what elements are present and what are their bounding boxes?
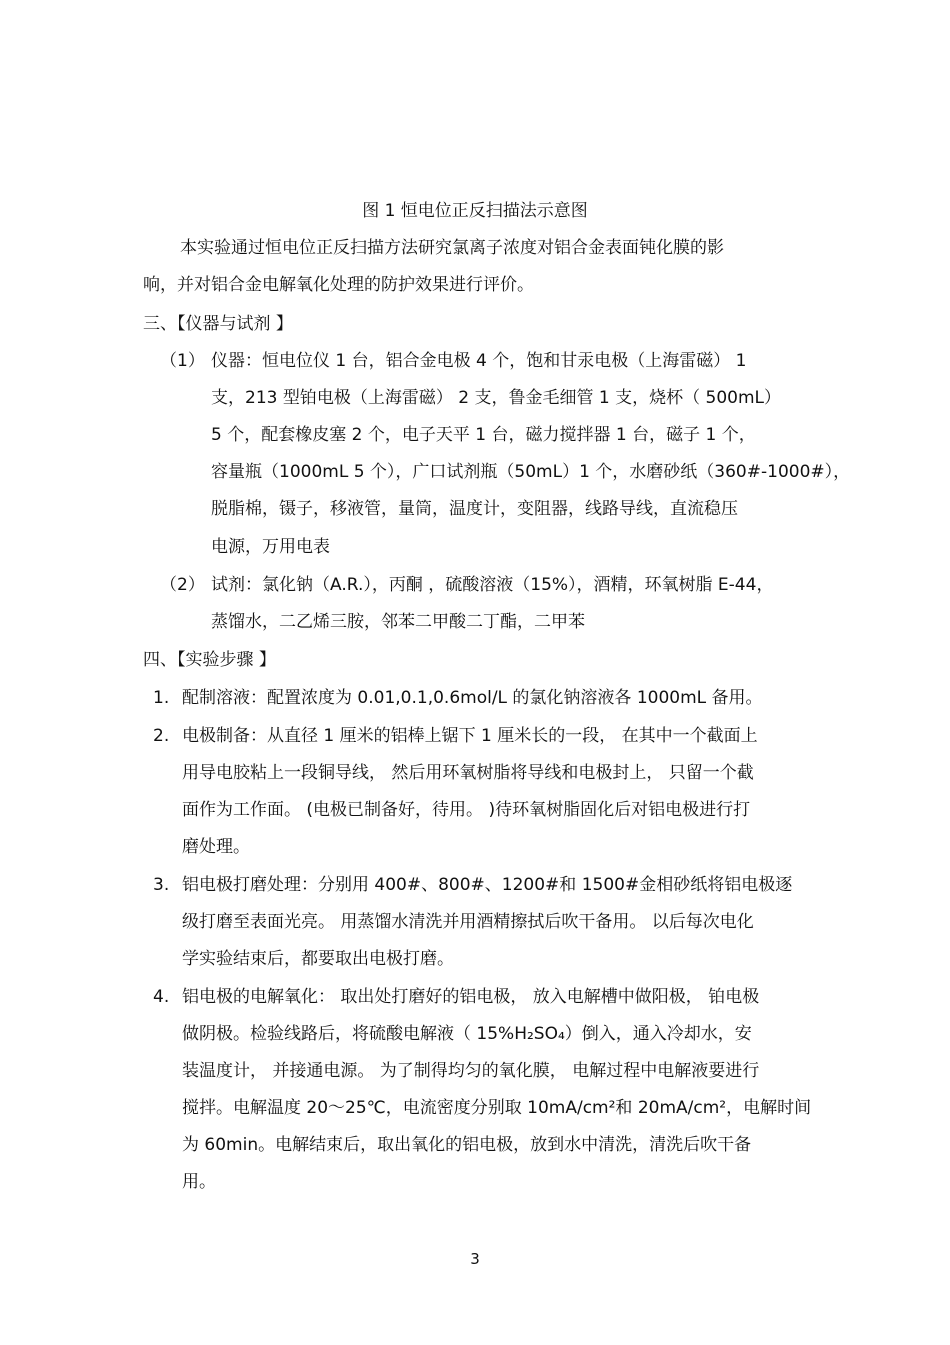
item-marker-1: （1） xyxy=(160,351,205,371)
page-number: 3 xyxy=(470,1250,480,1268)
reagents-line: 试剂：氯化钠（A.R.），丙酮 ，硫酸溶液（15%），酒精，环氧树脂 E-44， xyxy=(211,575,774,595)
step-number-3: 3. xyxy=(153,875,170,895)
step-2-line: 用导电胶粘上一段铜导线， 然后用环氧树脂将导线和电极封上， 只留一个截 xyxy=(182,763,754,783)
instruments-line: 脱脂棉，镊子，移液管，量筒，温度计，变阻器，线路导线，直流稳压 xyxy=(211,499,738,519)
step-3-line: 铝电极打磨处理：分别用 400#、800#、1200#和 1500#金相砂纸将铝电极逐 xyxy=(182,875,793,895)
instruments-line: 仪器：恒电位仪 1 台，铝合金电极 4 个，饱和甘汞电极（上海雷磁） 1 xyxy=(211,351,747,371)
step-3-line: 级打磨至表面光亮。 用蒸馏水清洗并用酒精擦拭后吹干备用。 以后每次电化 xyxy=(182,912,754,932)
step-1-line: 配制溶液：配置浓度为 0.01,0.1,0.6mol/L 的氯化钠溶液各 1000mL 备用。 xyxy=(182,688,763,708)
section-heading-instruments: 三、【仪器与试剂 】 xyxy=(143,314,293,334)
instruments-line: 容量瓶（1000mL 5 个），广口试剂瓶（50mL）1 个，水磨砂纸（360#-1000#）， xyxy=(211,462,851,482)
instruments-line: 支，213 型铂电极（上海雷磁） 2 支，鲁金毛细管 1 支，烧杯（ 500mL） xyxy=(211,388,781,408)
reagents-line: 蒸馏水，二乙烯三胺，邻苯二甲酸二丁酯，二甲苯 xyxy=(211,612,585,632)
instruments-line: 5 个，配套橡皮塞 2 个，电子天平 1 台，磁力搅拌器 1 台，磁子 1 个， xyxy=(211,425,756,445)
step-number-2: 2. xyxy=(153,726,170,746)
intro-line-2: 响，并对铝合金电解氧化处理的防护效果进行评价。 xyxy=(143,275,534,295)
figure-caption: 图 1 恒电位正反扫描法示意图 xyxy=(362,201,588,221)
item-marker-2: （2） xyxy=(160,575,205,595)
step-number-4: 4. xyxy=(153,987,170,1007)
step-4-line: 用。 xyxy=(182,1172,216,1192)
step-3-line: 学实验结束后，都要取出电极打磨。 xyxy=(182,949,454,969)
intro-line-1: 本实验通过恒电位正反扫描方法研究氯离子浓度对铝合金表面钝化膜的影 xyxy=(180,238,724,258)
step-number-1: 1. xyxy=(153,688,170,708)
step-2-line: 电极制备：从直径 1 厘米的铝棒上锯下 1 厘米长的一段， 在其中一个截面上 xyxy=(182,726,758,746)
step-2-line: 面作为工作面。 (电极已制备好，待用。 )待环氧树脂固化后对铝电极进行打 xyxy=(182,800,751,820)
instruments-line: 电源，万用电表 xyxy=(211,537,330,557)
step-4-line: 为 60min。电解结束后，取出氧化的铝电极，放到水中清洗，清洗后吹干备 xyxy=(182,1135,752,1155)
step-4-line: 搅拌。电解温度 20～25℃，电流密度分别取 10mA/cm²和 20mA/cm²，电解时间 xyxy=(182,1098,812,1118)
step-4-line: 装温度计， 并接通电源。 为了制得均匀的氧化膜， 电解过程中电解液要进行 xyxy=(182,1061,760,1081)
step-4-line: 做阴极。检验线路后，将硫酸电解液（ 15%H₂SO₄）倒入，通入冷却水，安 xyxy=(182,1024,752,1044)
step-2-line: 磨处理。 xyxy=(182,837,250,857)
section-heading-procedure: 四、【实验步骤 】 xyxy=(143,650,276,670)
step-4-line: 铝电极的电解氧化： 取出处打磨好的铝电极， 放入电解槽中做阳极， 铂电极 xyxy=(182,987,760,1007)
